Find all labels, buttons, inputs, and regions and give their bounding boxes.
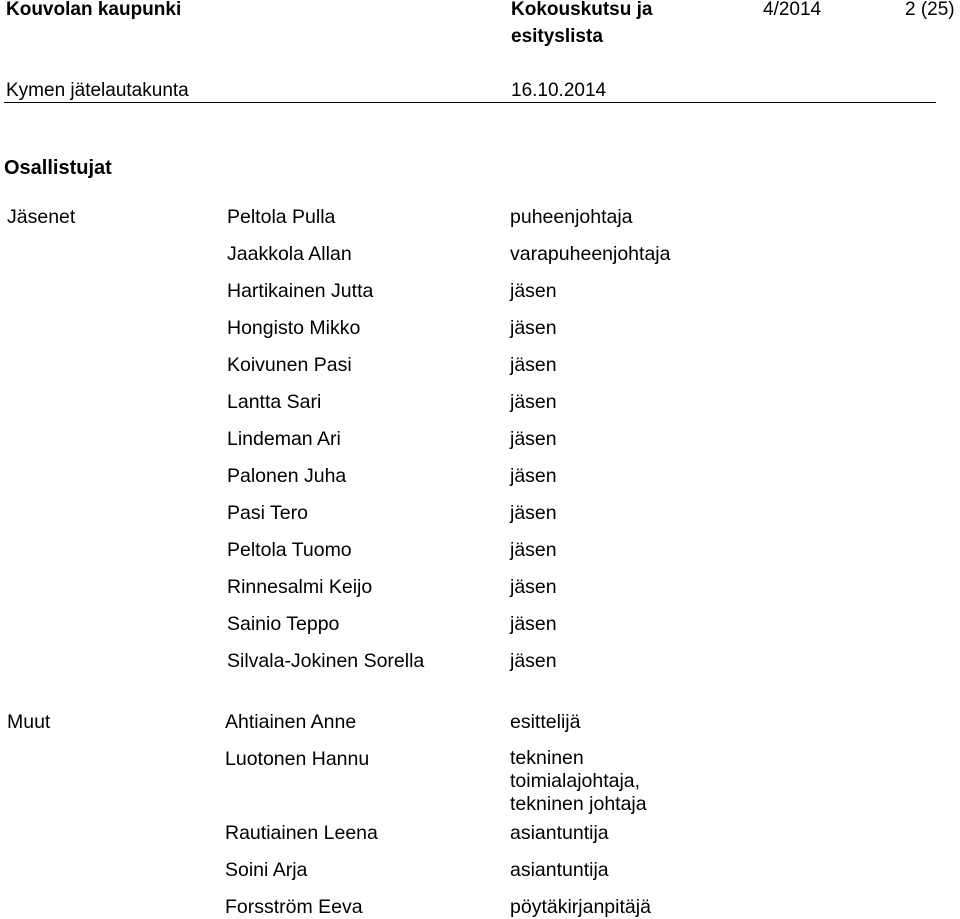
member-name: Lindeman Ari (227, 428, 341, 450)
member-name: Sainio Teppo (227, 613, 340, 635)
member-role: jäsen (510, 317, 557, 339)
member-name: Hongisto Mikko (227, 317, 361, 339)
document-type-line1: Kokouskutsu ja (511, 0, 653, 20)
other-role: esittelijä (510, 711, 581, 733)
member-role: jäsen (510, 539, 557, 561)
other-role: tekninen toimialajohtaja, tekninen johtaja (510, 747, 647, 815)
member-role: jäsen (510, 502, 557, 524)
other-name: Rautiainen Leena (225, 822, 378, 844)
member-role: jäsen (510, 650, 557, 672)
member-role: jäsen (510, 280, 557, 302)
member-role: jäsen (510, 428, 557, 450)
other-role: asiantuntija (510, 859, 609, 881)
member-name: Peltola Pulla (227, 206, 336, 228)
other-role: pöytäkirjanpitäjä (510, 896, 651, 918)
header-divider (4, 102, 936, 103)
member-name: Peltola Tuomo (227, 539, 352, 561)
other-name: Forsström Eeva (225, 896, 363, 918)
other-role: asiantuntija (510, 822, 609, 844)
member-role: puheenjohtaja (510, 206, 633, 228)
member-name: Palonen Juha (227, 465, 347, 487)
page-number: 2 (25) (905, 0, 955, 20)
member-role: varapuheenjohtaja (510, 243, 671, 265)
member-name: Koivunen Pasi (227, 354, 352, 376)
member-name: Hartikainen Jutta (227, 280, 374, 302)
organization-name: Kouvolan kaupunki (6, 0, 182, 20)
member-name: Pasi Tero (227, 502, 308, 524)
member-role: jäsen (510, 391, 557, 413)
members-group-label: Jäsenet (7, 206, 76, 228)
member-name: Lantta Sari (227, 391, 322, 413)
member-name: Rinnesalmi Keijo (227, 576, 373, 598)
others-group-label: Muut (7, 711, 51, 733)
member-role: jäsen (510, 465, 557, 487)
other-name: Luotonen Hannu (225, 748, 370, 770)
section-title: Osallistujat (4, 157, 112, 179)
member-name: Silvala-Jokinen Sorella (227, 650, 425, 672)
member-role: jäsen (510, 613, 557, 635)
member-role: jäsen (510, 576, 557, 598)
other-name: Soini Arja (225, 859, 308, 881)
document-type-line2: esityslista (511, 26, 603, 47)
meeting-number: 4/2014 (763, 0, 822, 20)
board-name: Kymen jätelautakunta (6, 80, 189, 101)
member-role: jäsen (510, 354, 557, 376)
member-name: Jaakkola Allan (227, 243, 352, 265)
other-name: Ahtiainen Anne (225, 711, 357, 733)
meeting-date: 16.10.2014 (511, 80, 607, 101)
